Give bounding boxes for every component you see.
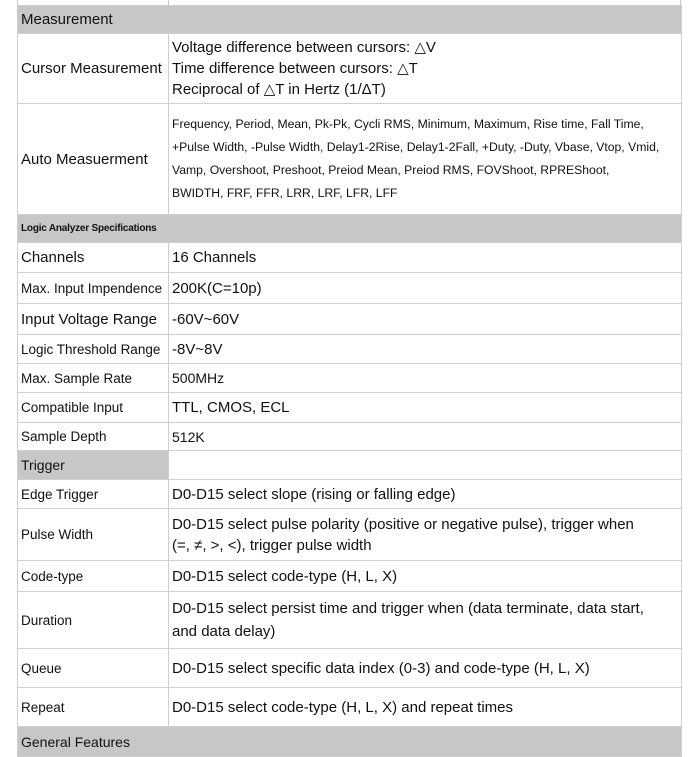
value-line: +Pulse Width, -Pulse Width, Delay1-2Rise, Delay1-2Fall, +Duty, -Duty, Vbase, Vtop, Vmid, [172,140,660,154]
table-row [18,688,682,727]
value-line: D0-D15 select persist time and trigger when (data terminate, data start, [172,600,644,617]
table-row [18,393,682,423]
section-trigger [18,451,682,480]
value-line: D0-D15 select code-type (H, L, X) and repeat times [172,698,513,716]
table-row [18,335,682,364]
row-value-channels: 16 Channels [169,243,682,273]
row-value-compatible-input: TTL, CMOS, ECL [169,393,682,423]
value-line: Reciprocal of △T in Hertz (1/ΔT) [172,81,386,98]
value-line: D0-D15 select slope (rising or falling edge) [172,485,456,503]
row-label-compatible-input: Compatible Input [18,393,169,423]
section-title-trigger: Trigger [18,451,169,480]
value-line: D0-D15 select pulse polarity (positive or negative pulse), trigger when [172,515,634,533]
table-row [18,273,682,304]
value-line: Frequency, Period, Mean, Pk-Pk, Cycli RMS, Minimum, Maximum, Rise time, Fall Time, [172,117,644,131]
row-label-repeat: Repeat [18,688,169,727]
value-line: D0-D15 select code-type (H, L, X) [172,567,398,585]
table-row [18,304,682,335]
row-value-auto-measurement [169,104,682,215]
value-line: Voltage difference between cursors: △V [172,39,436,56]
row-value-sample-rate: 500MHz [169,364,682,393]
table-row [18,561,682,592]
table-row [18,649,682,688]
value-line: and data delay) [172,623,276,640]
section-trigger-blank [169,451,682,480]
row-label-duration: Duration [18,592,169,649]
row-label-code-type: Code-type [18,561,169,592]
row-value-pulse-width [169,509,682,561]
row-label-pulse-width: Pulse Width [18,509,169,561]
row-value-logic-threshold: -8V~8V [169,335,682,364]
table-row [18,364,682,393]
value-line: BWIDTH, FRF, FFR, LRR, LRF, LFR, LFF [172,186,398,200]
table-row [18,34,682,104]
row-value-code-type [169,561,682,592]
section-title-measurement: Measurement [18,6,682,34]
row-label-edge-trigger: Edge Trigger [18,480,169,509]
table-row [18,243,682,273]
row-value-input-impedance: 200K(C=10p) [169,273,682,304]
value-line: Vamp, Overshoot, Preshoot, Preiod Mean, Preiod RMS, FOVShoot, RPREShoot, [172,163,610,177]
row-value-edge-trigger [169,480,682,509]
row-value-repeat [169,688,682,727]
row-value-sample-depth: 512K [169,423,682,451]
value-line: Time difference between cursors: △T [172,60,418,77]
table-row [18,104,682,215]
table-row [18,480,682,509]
row-value-input-voltage: -60V~60V [169,304,682,335]
row-label-logic-threshold: Logic Threshold Range [18,335,169,364]
row-label-input-impedance: Max. Input Impendence [18,273,169,304]
section-title-logic-analyzer: Logic Analyzer Specifications [18,215,682,243]
section-measurement [18,6,682,34]
row-value-duration [169,592,682,649]
table-row [18,509,682,561]
section-logic-analyzer [18,215,682,243]
row-label-cursor-measurement: Cursor Measurement [18,34,169,104]
row-label-queue: Queue [18,649,169,688]
row-label-channels: Channels [18,243,169,273]
row-label-sample-rate: Max. Sample Rate [18,364,169,393]
table-row [18,423,682,451]
value-line: D0-D15 select specific data index (0-3) and code-type (H, L, X) [172,659,590,677]
row-label-sample-depth: Sample Depth [18,423,169,451]
row-label-input-voltage: Input Voltage Range [18,304,169,335]
table-row [18,592,682,649]
spec-sheet [17,0,681,755]
row-label-auto-measurement: Auto Measuerment [18,104,169,215]
value-line: (=, ≠, >, <), trigger pulse width [172,536,372,554]
section-title-general-features: General Features [18,727,682,757]
row-value-cursor-measurement [169,34,682,104]
row-value-queue [169,649,682,688]
section-general-features [18,727,682,757]
spec-table [17,5,682,757]
